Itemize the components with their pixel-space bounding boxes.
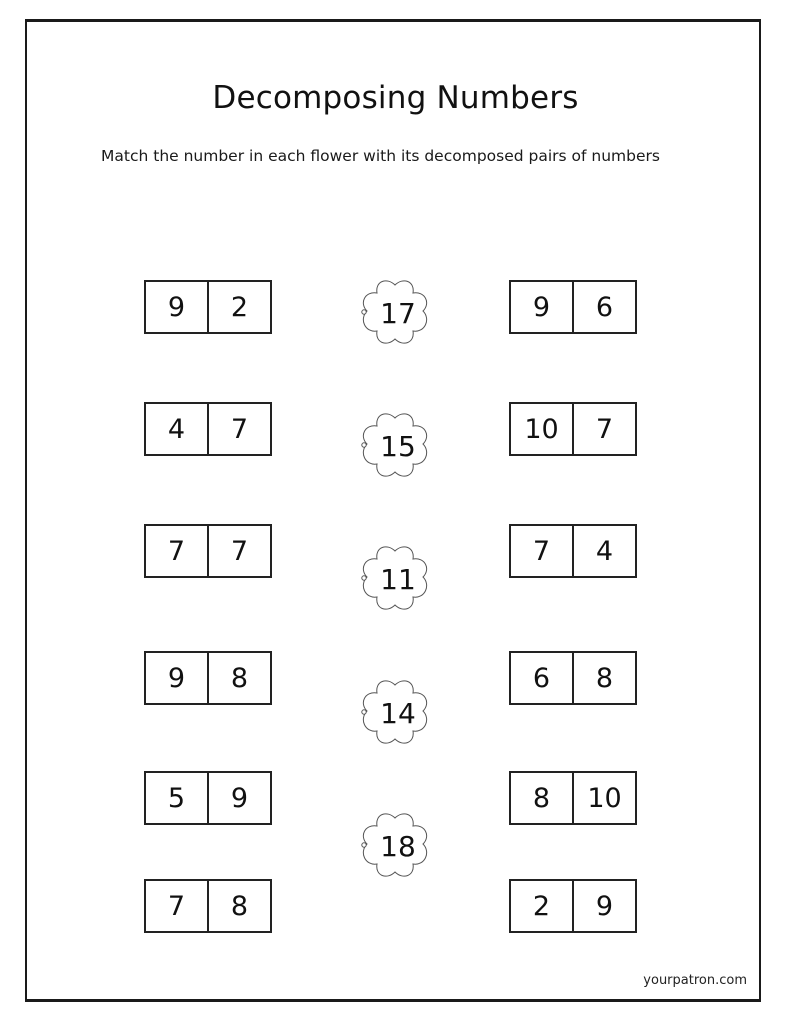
right-pair-box[interactable] xyxy=(509,879,637,933)
pair-value-a: 9 xyxy=(167,291,186,323)
instructions: Match the number in each flower with its decomposed pairs of numbers xyxy=(101,147,660,165)
left-pair-box[interactable] xyxy=(144,651,272,705)
pair-value-a: 9 xyxy=(532,291,551,323)
pair-value-a: 10 xyxy=(524,413,559,445)
page-title: Decomposing Numbers xyxy=(212,80,579,116)
flower-14[interactable] xyxy=(357,677,433,749)
pair-value-a: 7 xyxy=(532,535,551,567)
pair-value-b: 7 xyxy=(572,404,635,454)
right-pair-box[interactable] xyxy=(509,402,637,456)
flower-number: 11 xyxy=(380,562,416,596)
pair-value-a: 6 xyxy=(532,662,551,694)
pair-value-b: 7 xyxy=(207,404,270,454)
left-pair-box[interactable] xyxy=(144,280,272,334)
flower-number: 18 xyxy=(380,829,416,863)
flower-18[interactable] xyxy=(357,810,433,882)
pair-value-a: 7 xyxy=(167,890,186,922)
flower-number: 17 xyxy=(380,296,416,330)
pair-value-a: 9 xyxy=(167,662,186,694)
pair-value-b: 4 xyxy=(572,526,635,576)
right-pair-box[interactable] xyxy=(509,280,637,334)
flower-15[interactable] xyxy=(357,410,433,482)
flower-17[interactable] xyxy=(357,277,433,349)
pair-value-b: 2 xyxy=(207,282,270,332)
flower-number: 15 xyxy=(380,429,416,463)
left-pair-box[interactable] xyxy=(144,879,272,933)
pair-value-a: 8 xyxy=(532,782,551,814)
flower-11[interactable] xyxy=(357,543,433,615)
footer-credit: yourpatron.com xyxy=(643,973,747,988)
pair-value-b: 10 xyxy=(572,773,635,823)
right-pair-box[interactable] xyxy=(509,651,637,705)
pair-value-a: 4 xyxy=(167,413,186,445)
pair-value-b: 6 xyxy=(572,282,635,332)
pair-value-b: 7 xyxy=(207,526,270,576)
pair-value-a: 2 xyxy=(532,890,551,922)
pair-value-a: 7 xyxy=(167,535,186,567)
pair-value-b: 8 xyxy=(207,881,270,931)
pair-value-b: 9 xyxy=(207,773,270,823)
pair-value-b: 9 xyxy=(572,881,635,931)
right-pair-box[interactable] xyxy=(509,524,637,578)
pair-value-a: 5 xyxy=(167,782,186,814)
flower-number: 14 xyxy=(380,696,416,730)
left-pair-box[interactable] xyxy=(144,771,272,825)
left-pair-box[interactable] xyxy=(144,524,272,578)
pair-value-b: 8 xyxy=(572,653,635,703)
left-pair-box[interactable] xyxy=(144,402,272,456)
right-pair-box[interactable] xyxy=(509,771,637,825)
pair-value-b: 8 xyxy=(207,653,270,703)
